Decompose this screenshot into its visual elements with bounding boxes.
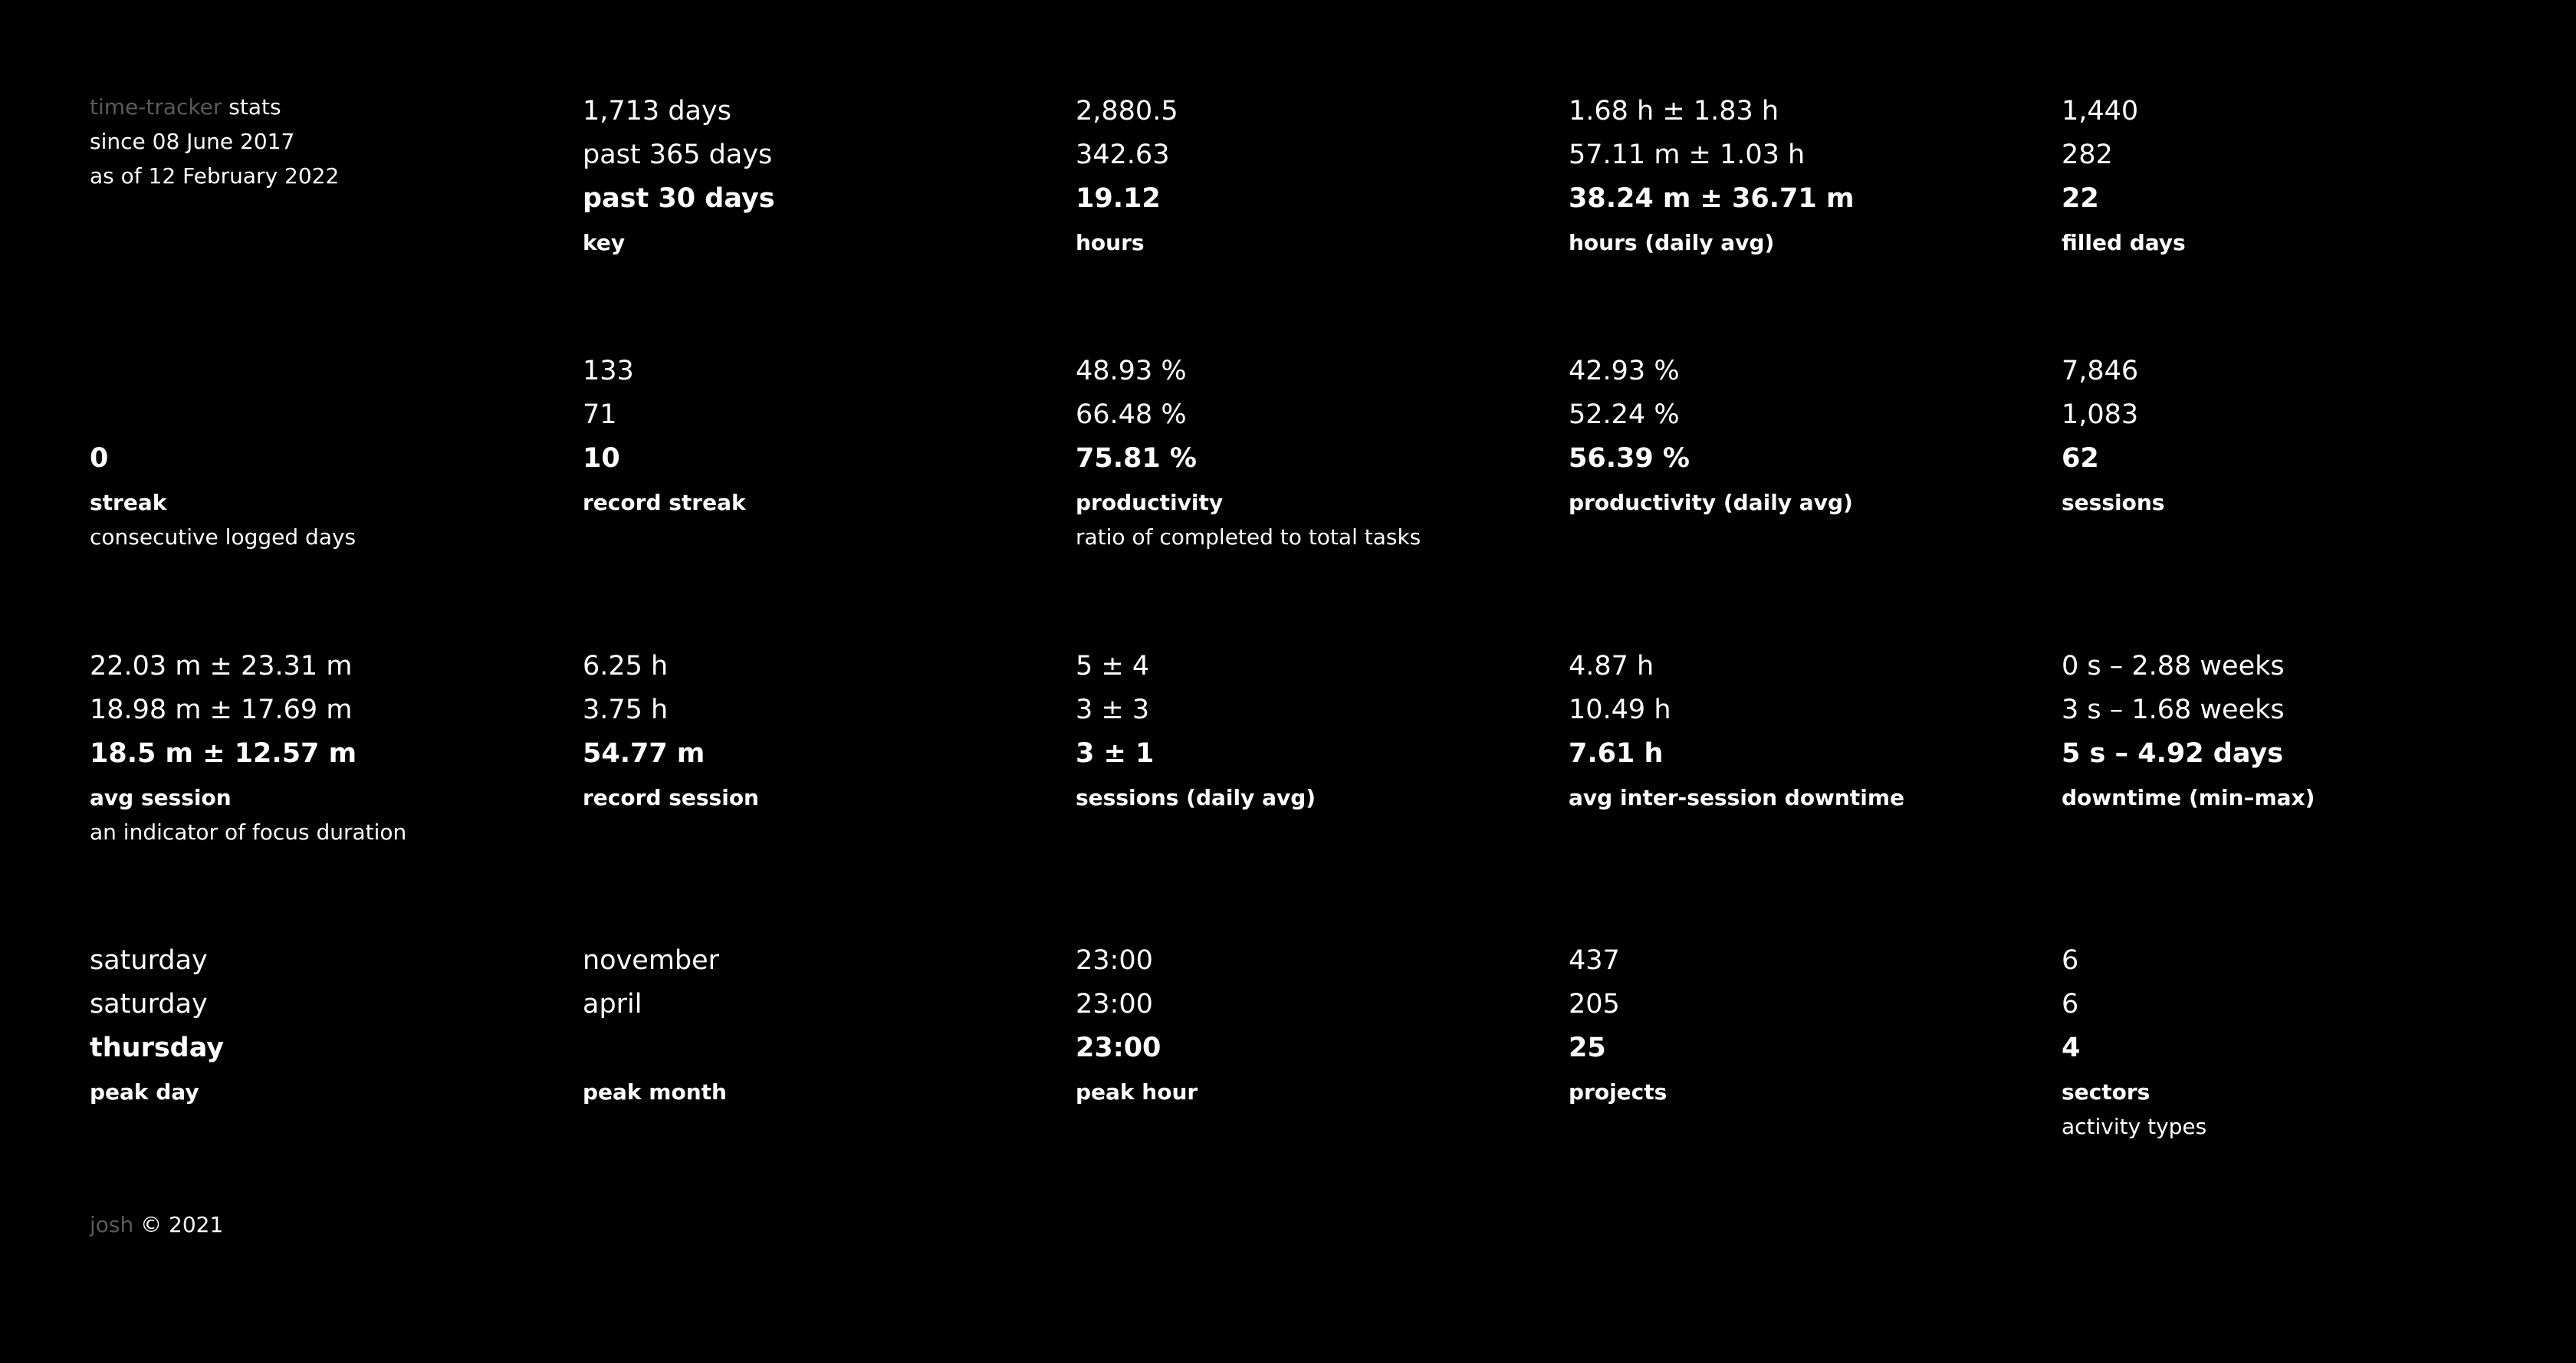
stat-label: sectors [2062,1079,2150,1105]
stat-sublabel: an indicator of focus duration [90,819,407,845]
stat-value-year: 342.63 [1076,140,1170,170]
stat-label: productivity [1076,490,1224,515]
stat-peak-day [90,939,550,1109]
stat-record-session [583,645,1043,815]
stat-sessions [2062,350,2522,520]
stat-peak-hour [1076,939,1536,1109]
stat-value-month: 10 [583,443,620,474]
stat-value-all: 5 ± 4 [1076,651,1150,682]
stat-label: avg inter-session downtime [1569,785,1905,810]
stat-value-year: 3 s – 1.68 weeks [2062,695,2285,725]
stat-label: key [583,230,626,255]
stat-peak-month [583,939,1043,1109]
author-link[interactable]: josh [90,1212,134,1237]
app-name: time-tracker [90,94,222,120]
stat-value-year: 205 [1569,989,1620,1020]
stat-value-all: 4.87 h [1569,651,1654,682]
stat-record-streak [583,350,1043,520]
stat-value-year: 52.24 % [1569,399,1680,430]
stat-avg-downtime [1569,645,2029,815]
stat-value-month: 23:00 [1076,1033,1162,1063]
stat-value-year: april [583,989,642,1020]
stat-label: record streak [583,490,746,515]
stat-label: record session [583,785,759,810]
stat-value-all: 6.25 h [583,651,669,682]
stat-label: filled days [2062,230,2186,255]
stat-value-all: 6 [2062,945,2079,976]
stat-value-month: 75.81 % [1076,443,1197,474]
stat-value-all: 1,713 days [583,96,731,126]
stat-value-month: 25 [1569,1033,1606,1063]
stat-value-month: thursday [90,1033,225,1063]
stat-productivity-daily-avg [1569,350,2029,520]
stat-value-month: 56.39 % [1569,443,1690,474]
stat-label: productivity (daily avg) [1569,490,1853,515]
as-of-date: as of 12 February 2022 [90,163,340,189]
stat-value-all: 7,846 [2062,356,2139,386]
stat-value-year: 71 [583,399,617,430]
stat-downtime-minmax [2062,645,2522,815]
stat-value-month: 3 ± 1 [1076,738,1155,769]
stat-sublabel: consecutive logged days [90,524,356,550]
stat-label: sessions [2062,490,2165,515]
stat-sectors [2062,939,2522,1144]
stat-sublabel: ratio of completed to total tasks [1076,524,1421,550]
stat-projects [1569,939,2029,1109]
stat-key [583,90,1043,260]
stat-label: avg session [90,785,232,810]
stat-value-year: 3 ± 3 [1076,695,1150,725]
stat-value-all: 0 s – 2.88 weeks [2062,651,2285,682]
stat-value-all: november [583,945,720,976]
stat-value-month: 62 [2062,443,2099,474]
stat-hours-daily-avg [1569,90,2029,260]
title-suffix: stats [228,94,281,120]
stat-value-month: 5 s – 4.92 days [2062,738,2284,769]
stat-value-year: past 365 days [583,140,773,170]
stat-value-year: 57.11 m ± 1.03 h [1569,140,1806,170]
since-date: since 08 June 2017 [90,129,295,154]
stat-value-year: 23:00 [1076,989,1153,1020]
page-title [90,90,550,124]
stat-label: streak [90,490,167,515]
stat-value-month: 54.77 m [583,738,705,769]
stat-value-year: 10.49 h [1569,695,1671,725]
stat-value-month: 38.24 m ± 36.71 m [1569,183,1855,214]
stat-value-year: 18.98 m ± 17.69 m [90,695,353,725]
stat-value-month: 22 [2062,183,2099,214]
stat-value-all: 133 [583,356,634,386]
stat-value-year: 282 [2062,140,2113,170]
stat-value-all: 48.93 % [1076,356,1187,386]
stat-value-year: saturday [90,989,208,1020]
stat-value-month: 18.5 m ± 12.57 m [90,738,357,769]
stats-grid [90,0,2574,1363]
stat-value-all: 2,880.5 [1076,96,1178,126]
stat-value-all: 42.93 % [1569,356,1680,386]
stat-value-all: 437 [1569,945,1620,976]
stat-label: peak month [583,1079,727,1105]
stat-value-year: 66.48 % [1076,399,1187,430]
stat-value-month: 19.12 [1076,183,1161,214]
stat-streak [90,437,550,554]
stat-sublabel: activity types [2062,1114,2207,1139]
stat-value-all: saturday [90,945,208,976]
stat-sessions-daily-avg [1076,645,1536,815]
stat-value-year: 1,083 [2062,399,2139,430]
stat-label: sessions (daily avg) [1076,785,1316,810]
stat-label: hours (daily avg) [1569,230,1775,255]
stat-value-all: 23:00 [1076,945,1153,976]
stat-avg-session [90,645,550,849]
stat-label: peak hour [1076,1079,1198,1105]
stat-value-year: 6 [2062,989,2079,1020]
stat-label: downtime (min–max) [2062,785,2315,810]
stat-value-all: 1,440 [2062,96,2139,126]
stat-value-current: 0 [90,443,109,474]
footer [90,1207,223,1242]
stats-header [90,90,550,193]
stat-value-month: past 30 days [583,183,775,214]
copyright: © 2021 [140,1212,224,1237]
stat-value-month: 4 [2062,1033,2081,1063]
stat-label: peak day [90,1079,199,1105]
stat-value-all: 22.03 m ± 23.31 m [90,651,353,682]
stat-label: projects [1569,1079,1668,1105]
stat-value-month [583,1026,1043,1070]
stat-value-year: 3.75 h [583,695,669,725]
stat-productivity [1076,350,1536,554]
stat-value-month: 7.61 h [1569,738,1664,769]
stat-label: hours [1076,230,1145,255]
stat-filled-days [2062,90,2522,260]
stat-hours [1076,90,1536,260]
stat-value-all: 1.68 h ± 1.83 h [1569,96,1779,126]
